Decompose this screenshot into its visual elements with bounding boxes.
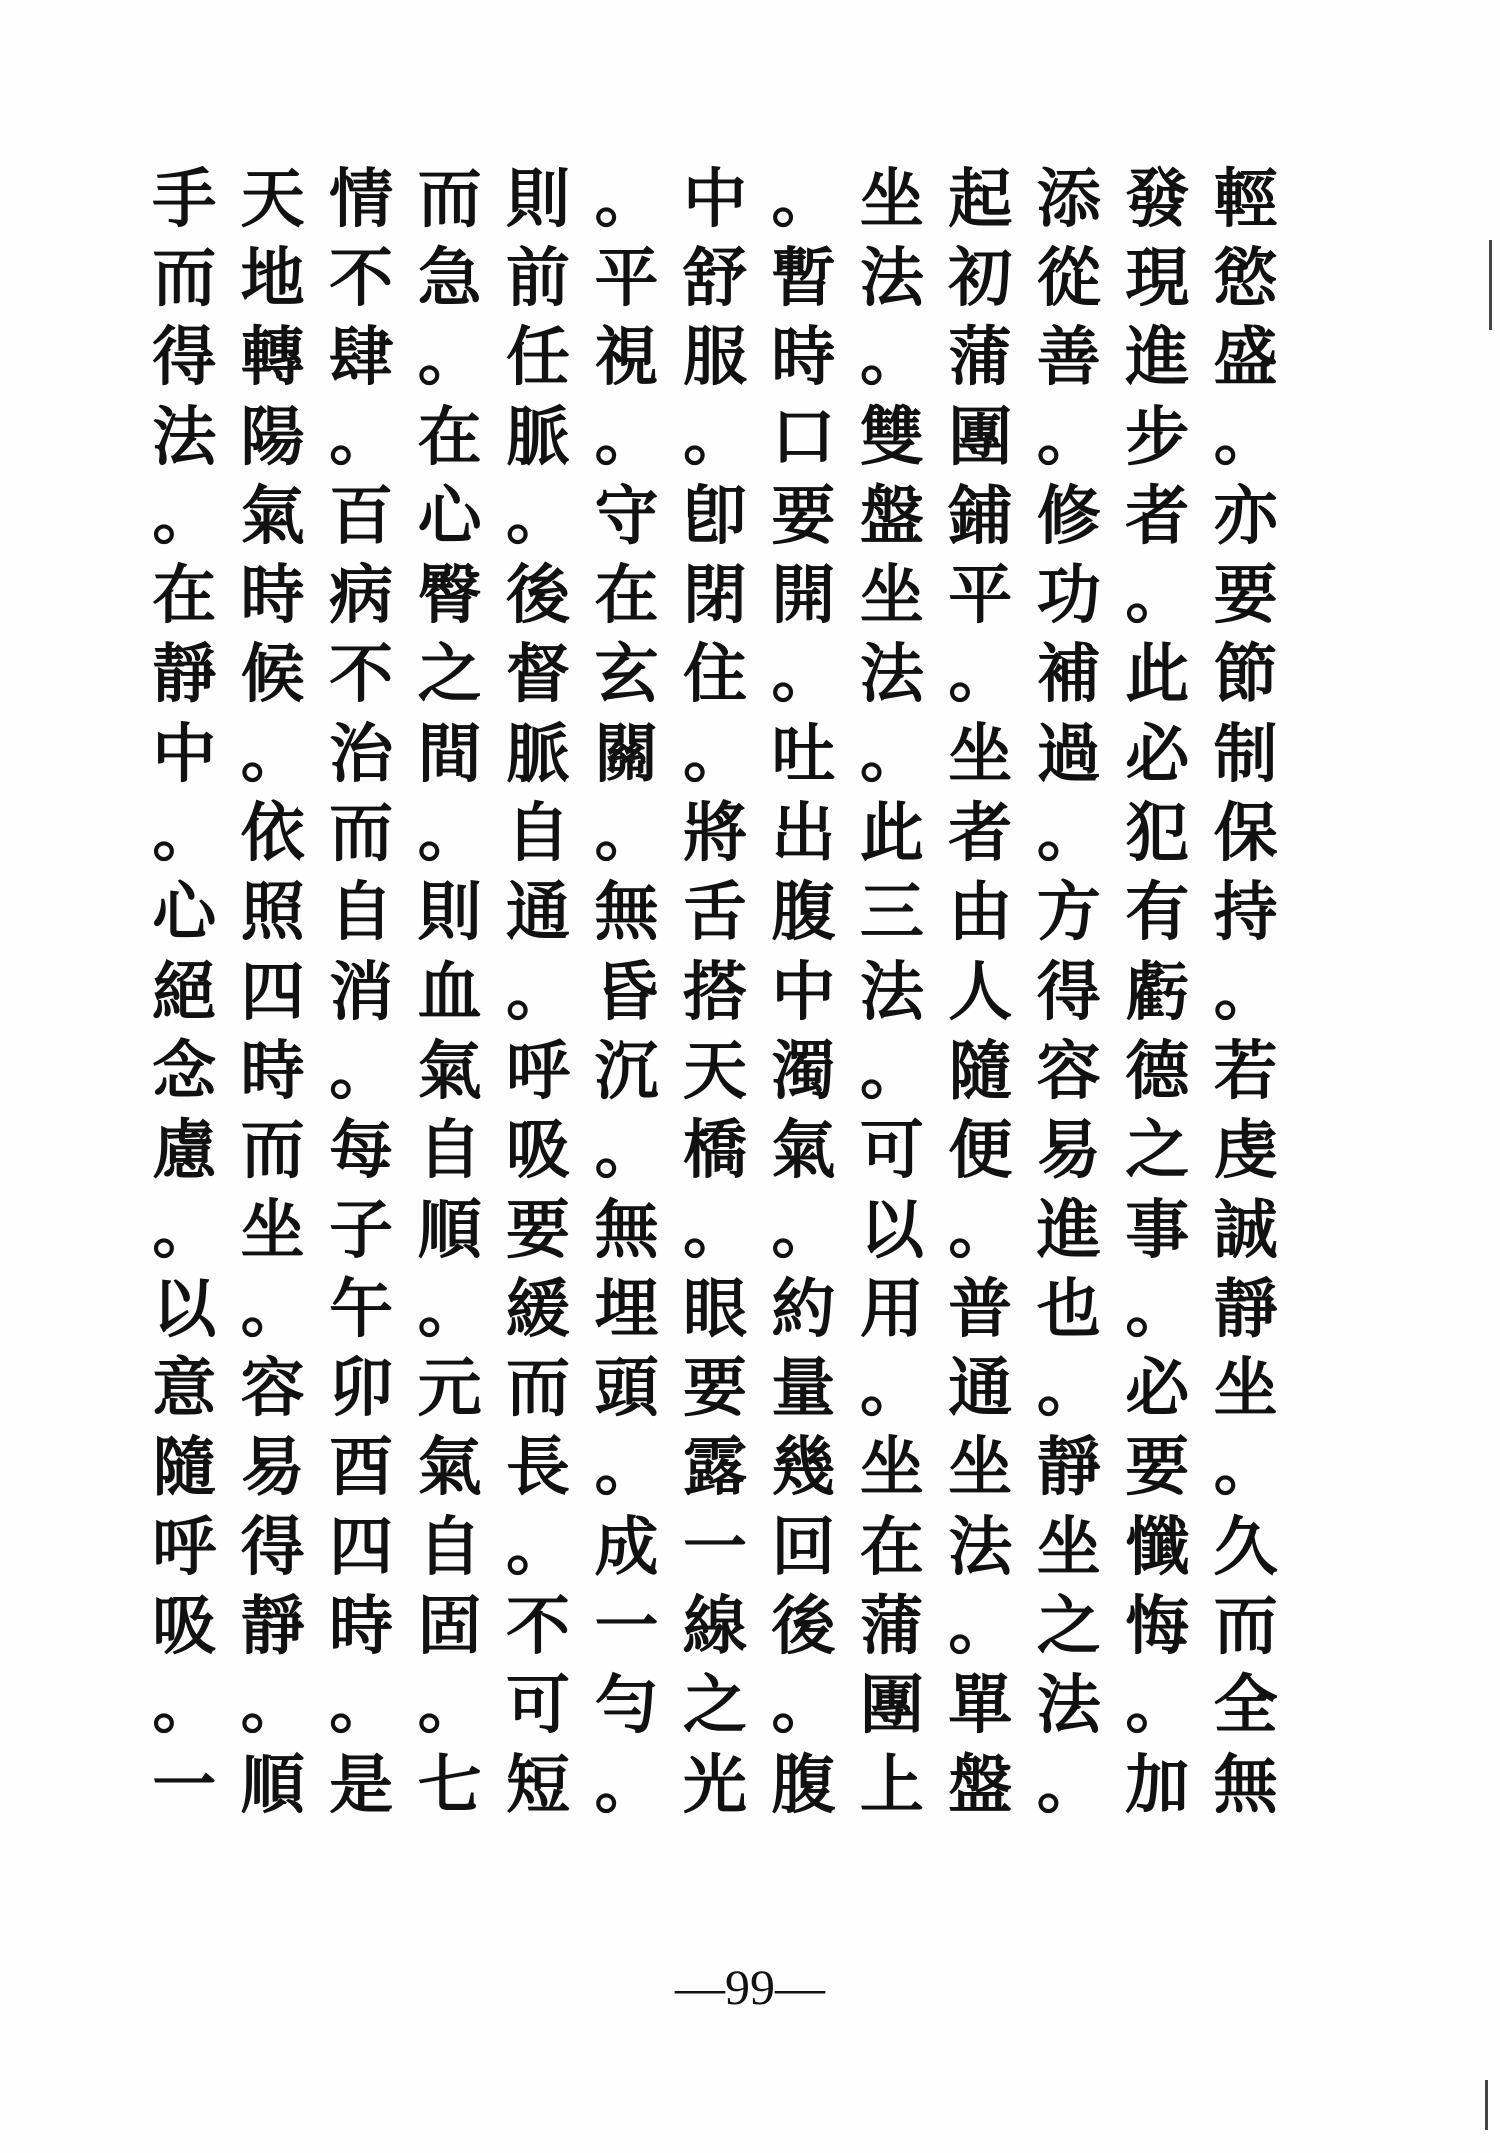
character: 口 <box>771 399 836 475</box>
character: 暫 <box>771 240 836 316</box>
character: 量 <box>771 1351 836 1427</box>
character: 進 <box>1036 1192 1101 1268</box>
character: 濁 <box>771 1033 836 1109</box>
text-line <box>140 160 1290 239</box>
character: 督 <box>506 637 571 713</box>
character: 。 <box>771 161 836 237</box>
character: 腹 <box>771 875 836 951</box>
character: 平 <box>948 558 1013 634</box>
character: 起 <box>948 161 1013 237</box>
character: 犯 <box>1125 796 1190 872</box>
character: 閉 <box>682 558 747 634</box>
character: 進 <box>1125 320 1190 396</box>
character: 。 <box>859 320 924 396</box>
text-line <box>140 1508 1290 1587</box>
character: 懺 <box>1125 1509 1190 1585</box>
character: 。 <box>594 796 659 872</box>
character: 急 <box>417 240 482 316</box>
character: 慮 <box>152 1113 217 1189</box>
character: 。 <box>329 399 394 475</box>
character: 用 <box>859 1271 924 1347</box>
character: 容 <box>240 1351 305 1427</box>
character: 。 <box>1036 1747 1101 1823</box>
text-line <box>140 1349 1290 1428</box>
character: 時 <box>329 1588 394 1664</box>
text-line <box>140 953 1290 1032</box>
character: 坐 <box>948 716 1013 792</box>
character: 必 <box>1125 716 1190 792</box>
character: 而 <box>506 1351 571 1427</box>
text-line <box>140 239 1290 318</box>
character: 不 <box>506 1588 571 1664</box>
character: 法 <box>859 954 924 1030</box>
character: 靜 <box>1213 1271 1278 1347</box>
character: 氣 <box>240 478 305 554</box>
character: 。 <box>240 716 305 792</box>
character: 成 <box>594 1509 659 1585</box>
character: 易 <box>1036 1113 1101 1189</box>
character: 之 <box>1125 1113 1190 1189</box>
character: 盤 <box>948 1747 1013 1823</box>
character: 短 <box>506 1747 571 1823</box>
character: 時 <box>240 558 305 634</box>
character: 得 <box>152 320 217 396</box>
character: 治 <box>329 716 394 792</box>
character: 卽 <box>682 478 747 554</box>
character: 中 <box>682 161 747 237</box>
character: 誠 <box>1213 1192 1278 1268</box>
character: 緩 <box>506 1271 571 1347</box>
character: 步 <box>1125 399 1190 475</box>
character: 順 <box>240 1747 305 1823</box>
character: 脈 <box>506 716 571 792</box>
character: 心 <box>152 875 217 951</box>
character: 初 <box>948 240 1013 316</box>
character: 順 <box>417 1192 482 1268</box>
character: 任 <box>506 320 571 396</box>
character: 。 <box>1125 1271 1190 1347</box>
character: 昏 <box>594 954 659 1030</box>
character: 在 <box>859 1509 924 1585</box>
character: 腹 <box>771 1747 836 1823</box>
character: 持 <box>1213 875 1278 951</box>
character: 。 <box>417 1668 482 1744</box>
character: 隨 <box>948 1033 1013 1109</box>
text-line <box>140 1191 1290 1270</box>
text-line <box>140 1429 1290 1508</box>
character: 消 <box>329 954 394 1030</box>
text-line <box>140 1746 1290 1825</box>
character: 雙 <box>859 399 924 475</box>
character: 。 <box>682 716 747 792</box>
character: 坐 <box>859 558 924 634</box>
text-line <box>140 1587 1290 1666</box>
character: 一 <box>594 1588 659 1664</box>
character: 而 <box>417 161 482 237</box>
character: 長 <box>506 1430 571 1506</box>
character: 中 <box>152 716 217 792</box>
character: 。 <box>859 1351 924 1427</box>
character: 要 <box>771 478 836 554</box>
character: 橋 <box>682 1113 747 1189</box>
text-line <box>140 715 1290 794</box>
character: 坐 <box>240 1192 305 1268</box>
character: 法 <box>1036 1668 1101 1744</box>
character: 善 <box>1036 320 1101 396</box>
character: 添 <box>1036 161 1101 237</box>
text-line <box>140 1112 1290 1191</box>
character: 法 <box>859 637 924 713</box>
character: 修 <box>1036 478 1101 554</box>
character: 呼 <box>506 1033 571 1109</box>
character: 埋 <box>594 1271 659 1347</box>
text-line <box>140 477 1290 556</box>
text-line <box>140 1270 1290 1349</box>
page-number: —99— <box>675 1959 825 2015</box>
character: 之 <box>417 637 482 713</box>
character: 靜 <box>1036 1430 1101 1506</box>
character: 而 <box>1213 1588 1278 1664</box>
character: 發 <box>1125 161 1190 237</box>
character: 服 <box>682 320 747 396</box>
character: 得 <box>240 1509 305 1585</box>
character: 四 <box>329 1509 394 1585</box>
character: 補 <box>1036 637 1101 713</box>
character: 之 <box>682 1668 747 1744</box>
character: 。 <box>506 954 571 1030</box>
character: 光 <box>682 1747 747 1823</box>
character: 病 <box>329 558 394 634</box>
character: 者 <box>948 796 1013 872</box>
text-line <box>140 1667 1290 1746</box>
character: 吸 <box>506 1113 571 1189</box>
character: 而 <box>240 1113 305 1189</box>
character: 若 <box>1213 1033 1278 1109</box>
character: 普 <box>948 1271 1013 1347</box>
character: 自 <box>417 1509 482 1585</box>
character: 手 <box>152 161 217 237</box>
character: 地 <box>240 240 305 316</box>
character: 七 <box>417 1747 482 1823</box>
character: 。 <box>594 161 659 237</box>
character: 節 <box>1213 637 1278 713</box>
character: 時 <box>771 320 836 396</box>
character: 後 <box>506 558 571 634</box>
character: 虔 <box>1213 1113 1278 1189</box>
text-line <box>140 556 1290 635</box>
character: 。 <box>859 716 924 792</box>
character: 可 <box>859 1113 924 1189</box>
character: 搭 <box>682 954 747 1030</box>
character: 陽 <box>240 399 305 475</box>
character: 容 <box>1036 1033 1101 1109</box>
character: 現 <box>1125 240 1190 316</box>
character: 無 <box>594 875 659 951</box>
character: 住 <box>682 637 747 713</box>
character: 坐 <box>1213 1351 1278 1427</box>
character: 。 <box>417 796 482 872</box>
character: 。 <box>240 1271 305 1347</box>
text-line <box>140 319 1290 398</box>
character: 方 <box>1036 875 1101 951</box>
character: 三 <box>859 875 924 951</box>
character: 平 <box>594 240 659 316</box>
character: 。 <box>594 1113 659 1189</box>
character: 開 <box>771 558 836 634</box>
character: 一 <box>152 1747 217 1823</box>
character: 功 <box>1036 558 1101 634</box>
character: 情 <box>329 161 394 237</box>
character: 。 <box>506 1509 571 1585</box>
character: 不 <box>329 637 394 713</box>
character: 吐 <box>771 716 836 792</box>
character: 午 <box>329 1271 394 1347</box>
character: 法 <box>948 1509 1013 1585</box>
character: 氣 <box>417 1033 482 1109</box>
character: 血 <box>417 954 482 1030</box>
character: 靜 <box>240 1588 305 1664</box>
scan-edge-mark <box>1485 2080 1488 2130</box>
character: 卯 <box>329 1351 394 1427</box>
character: 。 <box>1213 1430 1278 1506</box>
character: 人 <box>948 954 1013 1030</box>
character: 盛 <box>1213 320 1278 396</box>
character: 過 <box>1036 716 1101 792</box>
character: 亦 <box>1213 478 1278 554</box>
character: 此 <box>1125 637 1190 713</box>
character: 是 <box>329 1747 394 1823</box>
character: 肆 <box>329 320 394 396</box>
character: 以 <box>152 1271 217 1347</box>
character: 線 <box>682 1588 747 1664</box>
character: 守 <box>594 478 659 554</box>
character: 子 <box>329 1192 394 1268</box>
character: 。 <box>948 1588 1013 1664</box>
character: 法 <box>859 240 924 316</box>
character: 固 <box>417 1588 482 1664</box>
character: 。 <box>329 1033 394 1109</box>
character: 間 <box>417 716 482 792</box>
character: 在 <box>152 558 217 634</box>
character: 。 <box>594 399 659 475</box>
character: 百 <box>329 478 394 554</box>
character: 便 <box>948 1113 1013 1189</box>
character: 意 <box>152 1351 217 1427</box>
character: 隨 <box>152 1430 217 1506</box>
character: 虧 <box>1125 954 1190 1030</box>
character: 。 <box>682 1192 747 1268</box>
text-line <box>140 398 1290 477</box>
character: 。 <box>152 796 217 872</box>
character: 蒲 <box>948 320 1013 396</box>
character: 吸 <box>152 1588 217 1664</box>
character: 轉 <box>240 320 305 396</box>
character: 。 <box>1125 558 1190 634</box>
character: 在 <box>417 399 482 475</box>
character: 。 <box>417 1271 482 1347</box>
character: 。 <box>771 1192 836 1268</box>
character: 有 <box>1125 875 1190 951</box>
character: 心 <box>417 478 482 554</box>
character: 慾 <box>1213 240 1278 316</box>
character: 回 <box>771 1509 836 1585</box>
character: 在 <box>594 558 659 634</box>
character: 酉 <box>329 1430 394 1506</box>
character: 久 <box>1213 1509 1278 1585</box>
character: 則 <box>417 875 482 951</box>
character: 全 <box>1213 1668 1278 1744</box>
character: 。 <box>771 1668 836 1744</box>
character: 脈 <box>506 399 571 475</box>
character: 。 <box>1125 1668 1190 1744</box>
character: 。 <box>152 1192 217 1268</box>
text-line <box>140 874 1290 953</box>
character: 幾 <box>771 1430 836 1506</box>
character: 要 <box>506 1192 571 1268</box>
character: 可 <box>506 1668 571 1744</box>
character: 坐 <box>948 1430 1013 1506</box>
character: 沉 <box>594 1033 659 1109</box>
character: 自 <box>417 1113 482 1189</box>
character: 天 <box>240 161 305 237</box>
character: 由 <box>948 875 1013 951</box>
character: 者 <box>1125 478 1190 554</box>
character: 從 <box>1036 240 1101 316</box>
character: 。 <box>1036 796 1101 872</box>
character: 保 <box>1213 796 1278 872</box>
character: 輕 <box>1213 161 1278 237</box>
character: 加 <box>1125 1747 1190 1823</box>
character: 約 <box>771 1271 836 1347</box>
character: 事 <box>1125 1192 1190 1268</box>
character: 法 <box>152 399 217 475</box>
character: 時 <box>240 1033 305 1109</box>
character: 絕 <box>152 954 217 1030</box>
text-line <box>140 1032 1290 1111</box>
character: 一 <box>682 1509 747 1585</box>
character: 之 <box>1036 1588 1101 1664</box>
character: 。 <box>152 1668 217 1744</box>
character: 自 <box>329 875 394 951</box>
character: 玄 <box>594 637 659 713</box>
character: 。 <box>948 1192 1013 1268</box>
character: 。 <box>1213 954 1278 1030</box>
character: 。 <box>1036 399 1101 475</box>
character: 中 <box>771 954 836 1030</box>
character: 念 <box>152 1033 217 1109</box>
character: 制 <box>1213 716 1278 792</box>
character: 靜 <box>152 637 217 713</box>
character: 前 <box>506 240 571 316</box>
character: 而 <box>152 240 217 316</box>
character: 。 <box>240 1668 305 1744</box>
character: 通 <box>506 875 571 951</box>
character: 元 <box>417 1351 482 1427</box>
character: 。 <box>948 637 1013 713</box>
character: 呼 <box>152 1509 217 1585</box>
character: 。 <box>594 1430 659 1506</box>
character: 坐 <box>1036 1509 1101 1585</box>
character: 每 <box>329 1113 394 1189</box>
character: 團 <box>948 399 1013 475</box>
character: 蒲 <box>859 1588 924 1664</box>
character: 則 <box>506 161 571 237</box>
character: 。 <box>859 1033 924 1109</box>
character: 此 <box>859 796 924 872</box>
character: 候 <box>240 637 305 713</box>
character: 要 <box>682 1351 747 1427</box>
character: 。 <box>506 478 571 554</box>
character: 得 <box>1036 954 1101 1030</box>
character: 依 <box>240 796 305 872</box>
vertical-text-block <box>140 160 1290 1825</box>
character: 關 <box>594 716 659 792</box>
character: 。 <box>1036 1351 1101 1427</box>
character: 天 <box>682 1033 747 1109</box>
character: 將 <box>682 796 747 872</box>
character: 舌 <box>682 875 747 951</box>
character: 易 <box>240 1430 305 1506</box>
character: 。 <box>1213 399 1278 475</box>
character: 頭 <box>594 1351 659 1427</box>
character: 自 <box>506 796 571 872</box>
character: 後 <box>771 1588 836 1664</box>
character: 。 <box>682 399 747 475</box>
character: 勻 <box>594 1668 659 1744</box>
text-line <box>140 636 1290 715</box>
character: 德 <box>1125 1033 1190 1109</box>
character: 無 <box>594 1192 659 1268</box>
character: 。 <box>417 320 482 396</box>
character: 臀 <box>417 558 482 634</box>
character: 坐 <box>859 161 924 237</box>
character: 不 <box>329 240 394 316</box>
character: 要 <box>1213 558 1278 634</box>
character: 也 <box>1036 1271 1101 1347</box>
character: 照 <box>240 875 305 951</box>
character: 氣 <box>417 1430 482 1506</box>
text-line <box>140 794 1290 873</box>
character: 上 <box>859 1747 924 1823</box>
scan-edge-mark <box>1489 240 1492 330</box>
character: 眼 <box>682 1271 747 1347</box>
character: 坐 <box>859 1430 924 1506</box>
character: 視 <box>594 320 659 396</box>
character: 以 <box>859 1192 924 1268</box>
character: 氣 <box>771 1113 836 1189</box>
character: 悔 <box>1125 1588 1190 1664</box>
character: 。 <box>771 637 836 713</box>
character: 。 <box>329 1668 394 1744</box>
character: 而 <box>329 796 394 872</box>
character: 。 <box>152 478 217 554</box>
character: 通 <box>948 1351 1013 1427</box>
character: 露 <box>682 1430 747 1506</box>
character: 盤 <box>859 478 924 554</box>
character: 無 <box>1213 1747 1278 1823</box>
character: 。 <box>594 1747 659 1823</box>
character: 出 <box>771 796 836 872</box>
character: 鋪 <box>948 478 1013 554</box>
character: 單 <box>948 1668 1013 1744</box>
character: 要 <box>1125 1430 1190 1506</box>
character: 四 <box>240 954 305 1030</box>
character: 團 <box>859 1668 924 1744</box>
character: 舒 <box>682 240 747 316</box>
character: 必 <box>1125 1351 1190 1427</box>
